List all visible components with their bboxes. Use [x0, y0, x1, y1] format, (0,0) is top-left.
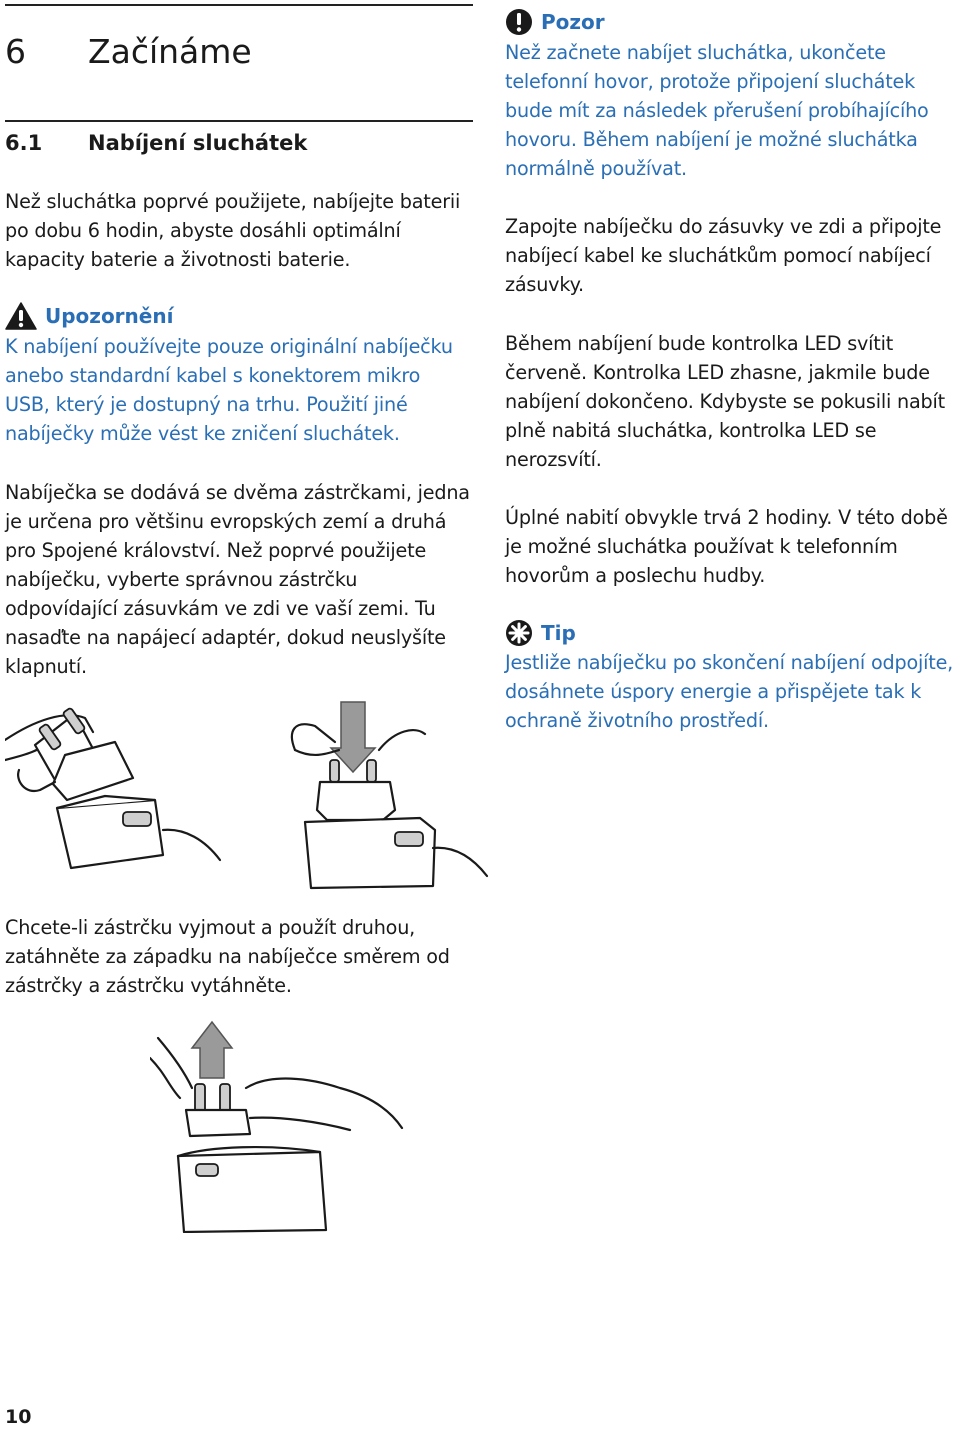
tip-text: Jestliže nabíječku po skončení nabíjení odpojíte, dosáhnete úspory energie a přispějete tak k ochraně životního prostředí. [505, 651, 954, 732]
plug-attach-illustration-left [5, 700, 245, 890]
section-rule [5, 120, 473, 122]
chapter-heading [5, 30, 252, 74]
warning-text: K nabíjení používejte pouze originální nabíječku anebo standardní kabel s konektorem mikro USB, který je dostupný na trhu. Použití jiné nabíječky může vést ke zničení sluchátek. [5, 335, 453, 445]
tip-star-icon [505, 619, 533, 647]
remove-plug-paragraph: Chcete-li zástrčku vyjmout a použít druhou, zatáhněte za západku na nabíječce směrem od zástrčky a zástrčku vytáhněte. [5, 916, 450, 997]
caution-title [505, 8, 605, 36]
plug-remove-illustration [150, 1018, 410, 1233]
caution-text: Než začnete nabíjet sluchátka, ukončete telefonní hovor, protože připojení sluchátek bude mít za následek přerušení probíhajícího hovoru. Během nabíjení je možné sluchátka normálně používat. [505, 41, 929, 180]
tip-title-text: Tip [541, 621, 576, 645]
warning-title [5, 302, 173, 330]
section-heading [5, 128, 307, 158]
exclamation-circle-icon [505, 8, 533, 36]
intro-paragraph: Než sluchátka poprvé použijete, nabíjejte baterii po dobu 6 hodin, abyste dosáhli optimální kapacity baterie a životnosti baterie. [5, 190, 461, 271]
full-charge-paragraph: Úplné nabití obvykle trvá 2 hodiny. V této době je možné sluchátka používat k telefonním hovorům a poslechu hudby. [505, 506, 948, 587]
top-rule [5, 4, 473, 6]
led-paragraph: Během nabíjení bude kontrolka LED svítit červeně. Kontrolka LED zhasne, jakmile bude nabíjení dokončeno. Kdybyste se pokusili nabít plně nabitá sluchátka, kontrolka LED se nerozsvítí. [505, 332, 945, 471]
connect-paragraph: Zapojte nabíječku do zásuvky ve zdi a připojte nabíjecí kabel ke sluchátkům pomocí nabíjecí zásuvky. [505, 215, 942, 296]
chapter-number: 6 [5, 32, 26, 71]
warning-triangle-icon [5, 302, 37, 330]
tip-title [505, 619, 576, 647]
plug-attach-illustration-right [275, 690, 505, 890]
warning-title-text: Upozornění [45, 304, 174, 328]
chapter-title: Začínáme [88, 32, 252, 71]
caution-title-text: Pozor [541, 10, 605, 34]
page-number: 10 [5, 1406, 32, 1428]
section-title: Nabíjení sluchátek [88, 131, 308, 155]
section-number: 6.1 [5, 131, 43, 155]
plugs-paragraph: Nabíječka se dodává se dvěma zástrčkami, jedna je určena pro většinu evropských zemí a druhá pro Spojené království. Než poprvé použijete nabíječku, vyberte správnou zástrčku odpovídající zásuvkám ve zdi ve vaší zemi. Tu nasaďte na napájecí adaptér, dokud neuslyšíte klapnutí. [5, 481, 470, 678]
